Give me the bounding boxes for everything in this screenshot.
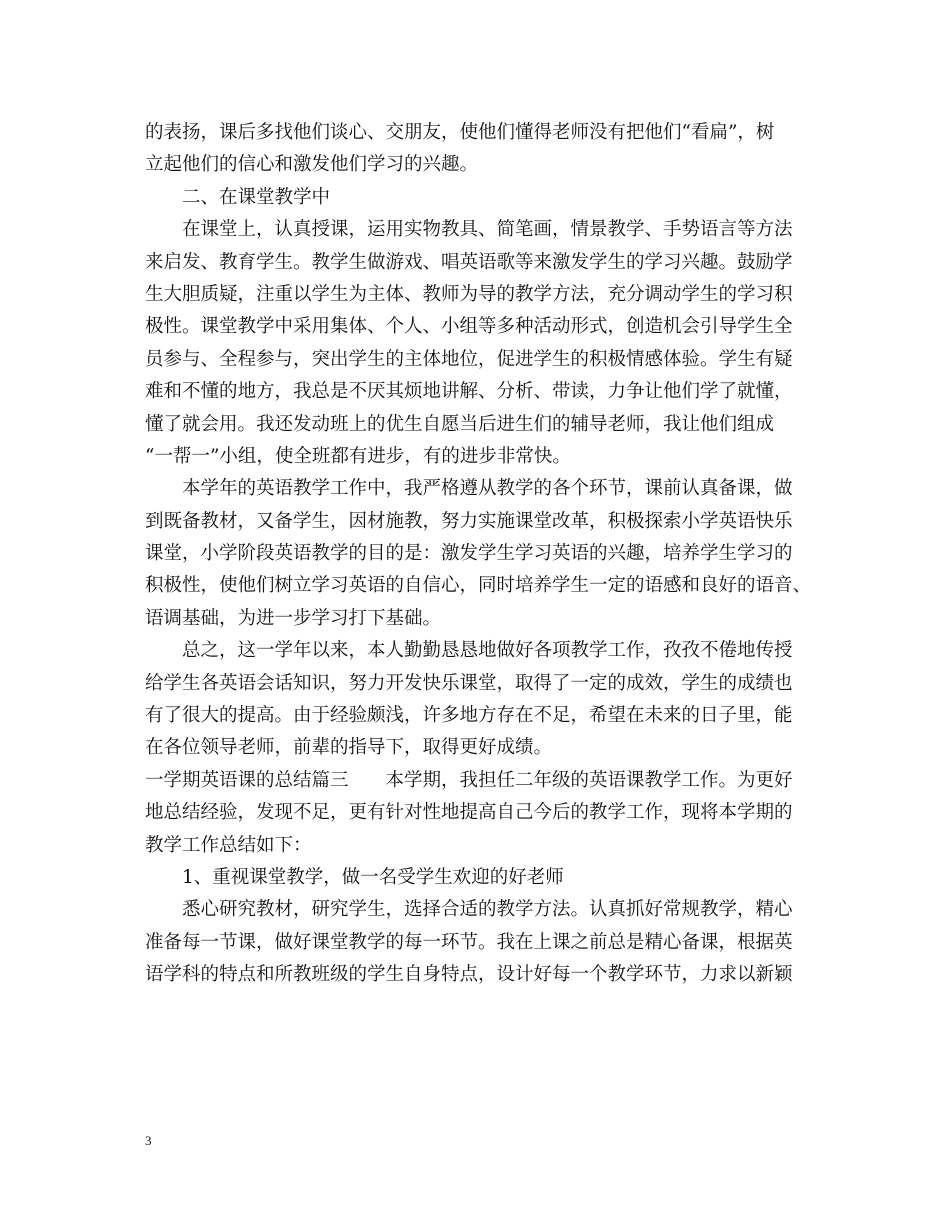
text-line-17: 总之，这一学年以来，本人勤勤恳恳地做好各项教学工作，孜孜不倦地传授 (145, 640, 793, 662)
text-line-5: 来启发、教育学生。教学生做游戏、唱英语歌等来激发学生的学习兴趣。鼓励学 (145, 251, 793, 273)
text-line-4: 在课堂上，认真授课，运用实物教具、简笔画，情景教学、手势语言等方法 (145, 219, 793, 241)
page-number: 3 (145, 1133, 152, 1148)
text-line-13: 到既备教材，又备学生，因材施教，努力实施课堂改革，积极探索小学英语快乐 (145, 510, 793, 532)
text-line-20: 在各位领导老师，前辈的指导下，取得更好成绩。 (145, 737, 553, 759)
text-line-18: 给学生各英语会话知识，努力开发快乐课堂，取得了一定的成效，学生的成绩也 (145, 672, 793, 694)
text-line-25: 悉心研究教材，研究学生，选择合适的教学方法。认真抓好常规教学，精心 (145, 899, 793, 921)
text-line-16: 语调基础，为进一步学习打下基础。 (145, 607, 442, 629)
article-title-line: 一学期英语课的总结篇三 本学期，我担任二年级的英语课教学工作。为更好 (145, 769, 793, 791)
text-line-6: 生大胆质疑，注重以学生为主体、教师为导的教学方法，充分调动学生的学习积 (145, 283, 793, 305)
text-line-27: 语学科的特点和所教班级的学生自身特点，设计好每一个教学环节，力求以新颖 (145, 964, 793, 986)
text-line-22: 地总结经验，发现不足，更有针对性地提高自己今后的教学工作，现将本学期的 (145, 802, 793, 824)
text-line-26: 准备每一节课，做好课堂教学的每一环节。我在上课之前总是精心备课，根据英 (145, 931, 793, 953)
text-line-1: 的表扬，课后多找他们谈心、交朋友，使他们懂得老师没有把他们“看扁”，树 (145, 122, 775, 143)
subsection-heading: 1、重视课堂教学，做一名受学生欢迎的好老师 (145, 866, 564, 888)
text-line-15: 积极性，使他们树立学习英语的自信心，同时培养学生一定的语感和良好的语音、 (145, 575, 812, 597)
document-body (145, 117, 810, 992)
text-line-9: 难和不懂的地方，我总是不厌其烦地讲解、分析、带读，力争让他们学了就懂， (145, 381, 793, 403)
text-line-12: 本学年的英语教学工作中，我严格遵从教学的各个环节，课前认真备课，做 (145, 478, 793, 500)
text-line-8: 员参与、全程参与，突出学生的主体地位，促进学生的积极情感体验。学生有疑 (145, 348, 793, 370)
text-line-2: 立起他们的信心和激发他们学习的兴趣。 (145, 154, 479, 176)
text-line-14: 课堂，小学阶段英语教学的目的是：激发学生学习英语的兴趣，培养学生学习的 (145, 543, 793, 565)
text-line-23: 教学工作总结如下： (145, 834, 312, 856)
text-line-19: 有了很大的提高。由于经验颇浅，许多地方存在不足，希望在未来的日子里，能 (145, 705, 793, 727)
text-line-11: “一帮一”小组，使全班都有进步，有的进步非常快。 (145, 445, 571, 467)
text-line-7: 极性。课堂教学中采用集体、个人、小组等多种活动形式，创造机会引导学生全 (145, 316, 793, 338)
section-heading: 二、在课堂教学中 (145, 186, 331, 208)
text-line-10: 懂了就会用。我还发动班上的优生自愿当后进生们的辅导老师，我让他们组成 (145, 413, 775, 435)
